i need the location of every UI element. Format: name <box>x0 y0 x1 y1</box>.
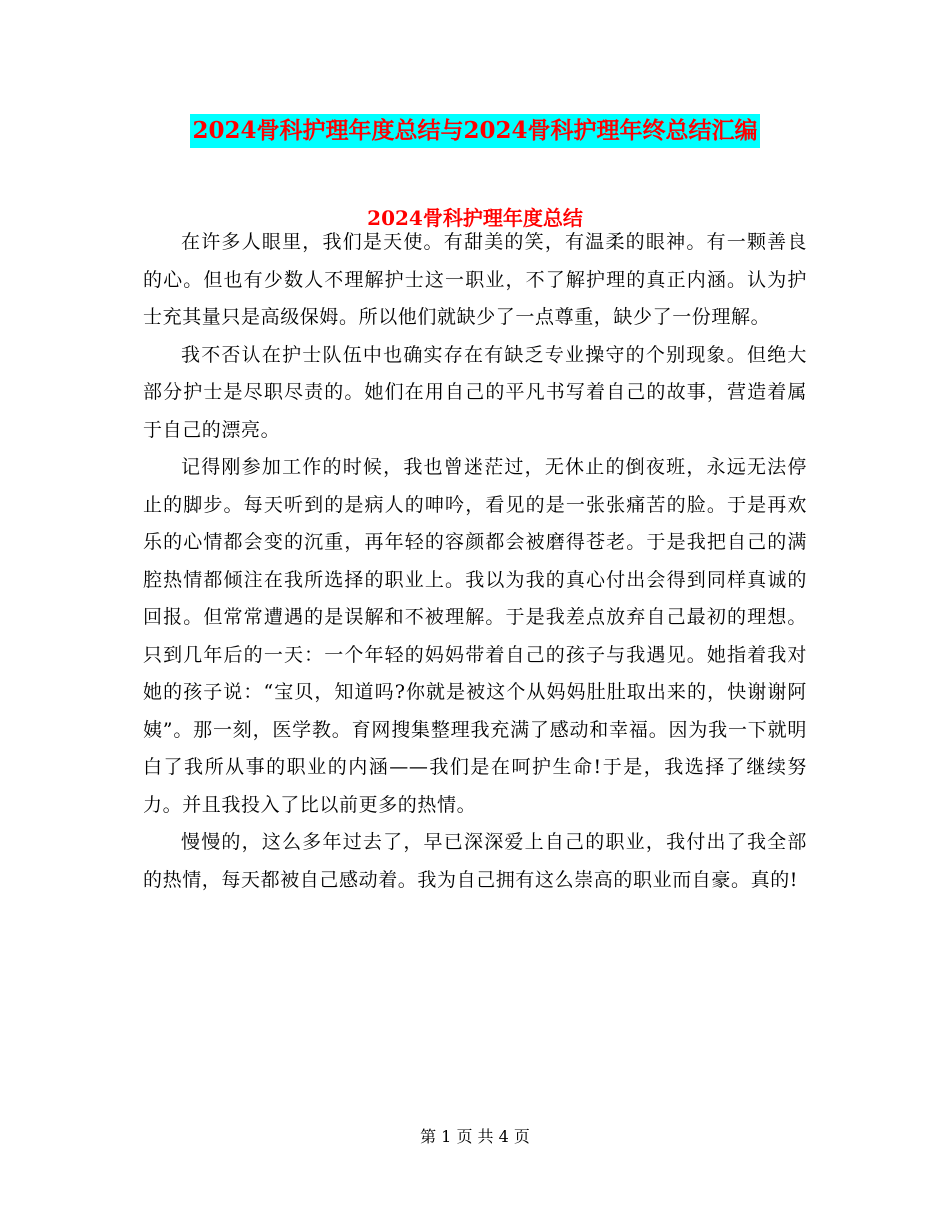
document-body <box>143 224 807 899</box>
paragraph: 我不否认在护士队伍中也确实存在有缺乏专业操守的个别现象。但绝大部分护士是尽职尽责的。她们在用自己的平凡书写着自己的故事，营造着属于自己的漂亮。 <box>143 343 807 441</box>
document-title: 2024骨科护理年度总结与2024骨科护理年终总结汇编 <box>190 114 759 148</box>
section-title: 2024骨科护理年度总结 <box>367 206 583 230</box>
document-title-container <box>0 114 950 148</box>
page-number-label: 第 1 页 共 4 页 <box>420 1127 530 1146</box>
paragraph: 在许多人眼里，我们是天使。有甜美的笑，有温柔的眼神。有一颗善良的心。但也有少数人不理解护士这一职业，不了解护理的真正内涵。认为护士充其量只是高级保姆。所以他们就缺少了一点尊重，缺少了一份理解。 <box>143 231 807 328</box>
paragraph: 慢慢的，这么多年过去了，早已深深爱上自己的职业，我付出了我全部的热情，每天都被自己感动着。我为自己拥有这么崇高的职业而自豪。真的! <box>143 831 807 891</box>
page-footer <box>0 1126 950 1148</box>
paragraph: 记得刚参加工作的时候，我也曾迷茫过，无休止的倒夜班，永远无法停止的脚步。每天听到的是病人的呻吟，看见的是一张张痛苦的脸。于是再欢乐的心情都会变的沉重，再年轻的容颜都会被磨得苍老。于是我把自己的满腔热情都倾注在我所选择的职业上。我以为我的真心付出会得到同样真诚的回报。但常常遭遇的是误解和不被理解。于是我差点放弃自己最初的理想。只到几年后的一天：一个年轻的妈妈带着自己的孩子与我遇见。她指着我对她的孩子说：“宝贝，知道吗?你就是被这个从妈妈肚肚取出来的，快谢谢阿姨”。那一刻，医学教。育网搜集整理我充满了感动和幸福。因为我一下就明白了我所从事的职业的内涵——我们是在呵护生命!于是，我选择了继续努力。并且我投入了比以前更多的热情。 <box>143 456 807 816</box>
